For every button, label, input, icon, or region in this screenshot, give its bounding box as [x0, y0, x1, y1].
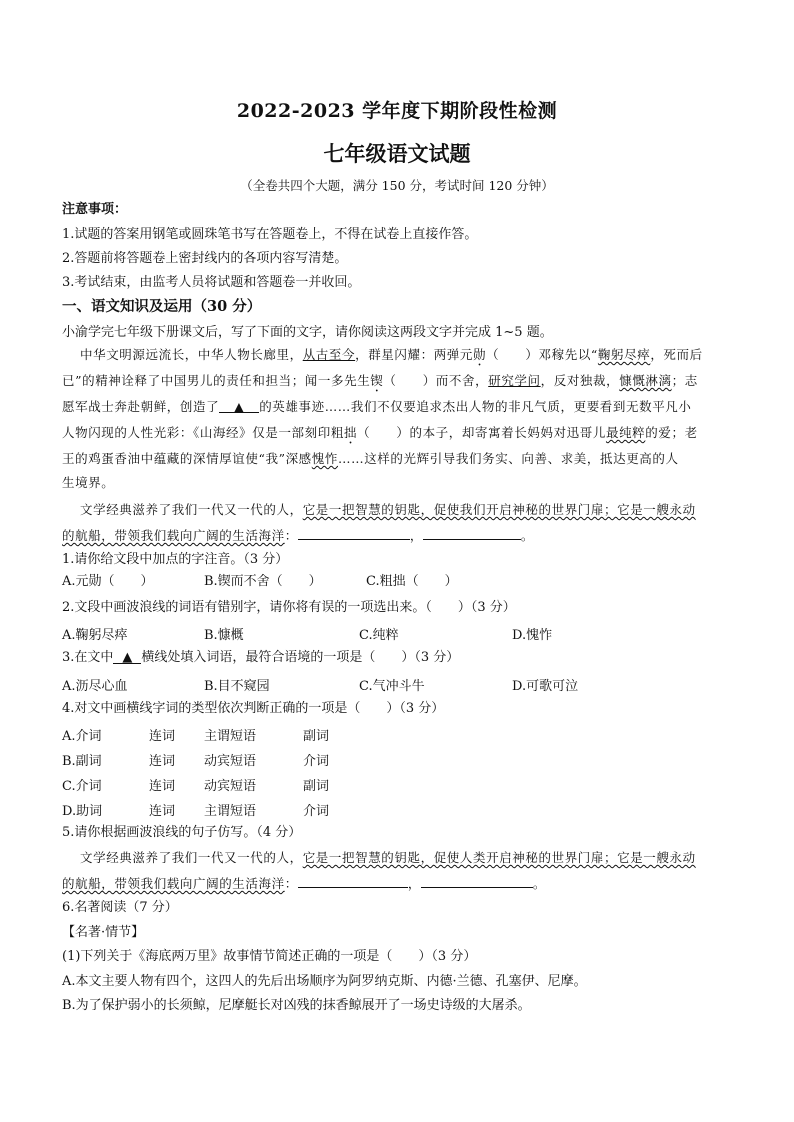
q3-option-b[interactable]: B.目不窥园	[204, 679, 270, 694]
q1-option-b[interactable]: B.锲而不舍（ ）	[204, 574, 322, 589]
q6-option-a[interactable]: A.本文主要人物有四个，这四人的先后出场顺序为阿罗纳克斯、内德·兰德、孔塞伊、尼摩。	[62, 974, 587, 989]
wavy-word: 慷慨淋漓	[619, 373, 672, 388]
wavy-sentence: 它是一把智慧的钥匙，促使我们开启神秘的世界门扉；它是一艘永动	[302, 502, 696, 517]
passage-p2-line-1: 文学经典滋养了我们一代又一代的人，它是一把智慧的钥匙，促使我们开启神秘的世界门扉；它是一艘永动	[80, 502, 696, 517]
answer-blank[interactable]	[421, 873, 533, 888]
triangle-blank: ▲	[219, 398, 259, 413]
q4-row-a-col1[interactable]: A.介词	[62, 729, 102, 744]
passage-line-6: 生境界。	[62, 475, 115, 490]
question-1: 1.请你给文段中加点的字注音。（3 分）	[62, 552, 289, 567]
q4-row-b-col1[interactable]: B.副词	[62, 754, 102, 769]
q4-row-c-col4: 副词	[303, 779, 330, 794]
q4-row-d-col2: 连词	[149, 804, 176, 819]
q5-sentence-line-1: 文学经典滋养了我们一代又一代的人，它是一把智慧的钥匙，促使人类开启神秘的世界门扉；它是一艘永动	[80, 850, 696, 865]
q4-row-a-col3: 主谓短语	[204, 729, 257, 744]
passage-line-1: 中华文明源远流长，中华人物长廊里，从古至今，群星闪耀：两弹元勋（ ）邓稼先以“鞠躬尽瘁，死而后	[80, 347, 703, 362]
q4-row-a-col2: 连词	[149, 729, 176, 744]
answer-blank[interactable]	[298, 525, 410, 540]
passage-line-4: 人物闪现的人性光彩：《山海经》仅是一部刻印粗拙（ ）的本子，却寄寓着长妈妈对迅哥儿最纯粹的爱；老	[62, 425, 698, 440]
q2-option-d[interactable]: D.愧怍	[512, 628, 553, 643]
q4-row-c-col3: 动宾短语	[204, 779, 257, 794]
notice-item-1: 1.试题的答案用钢笔或圆珠笔书写在答题卷上，不得在试卷上直接作答。	[62, 227, 478, 242]
exam-subject: 七年级语文试题	[323, 141, 471, 166]
q1-option-a[interactable]: A.元勋（ ）	[62, 574, 154, 589]
question-2: 2.文段中画波浪线的词语有错别字，请你将有误的一项选出来。（ ）（3 分）	[62, 600, 516, 615]
q6-part-1: (1)下列关于《海底两万里》故事情节简述正确的一项是（ ）（3 分）	[62, 949, 477, 964]
q5-sentence-line-2: 的航船，带领我们载向广阔的生活海洋： ， 。	[62, 873, 546, 893]
question-6: 6.名著阅读（7 分）	[62, 900, 178, 915]
section-1-heading: 一、语文知识及运用（30 分）	[62, 298, 262, 315]
exam-title: 2022-2023 学年度下期阶段性检测	[236, 100, 558, 122]
wavy-sentence: 的航船，带领我们载向广阔的生活海洋	[62, 528, 285, 543]
q3-option-d[interactable]: D.可歌可泣	[512, 679, 579, 694]
section-1-intro: 小渝学完七年级下册课文后，写了下面的文字，请你阅读这两段文字并完成 1~5 题。	[62, 325, 553, 340]
q3-option-a[interactable]: A.沥尽心血	[62, 679, 128, 694]
exam-note: （全卷共四个大题，满分 150 分，考试时间 120 分钟）	[240, 178, 554, 193]
wavy-word: 愧怍	[311, 451, 338, 466]
q4-row-b-col3: 动宾短语	[204, 754, 257, 769]
q2-option-b[interactable]: B.慷概	[204, 628, 244, 643]
question-5: 5.请你根据画波浪线的句子仿写。（4 分）	[62, 825, 302, 840]
q2-option-c[interactable]: C.纯粹	[359, 628, 399, 643]
underlined-phrase: 研究学问	[488, 373, 541, 388]
q4-row-d-col4: 介词	[303, 804, 330, 819]
q1-option-c[interactable]: C.粗拙（ ）	[366, 574, 458, 589]
dotted-char: 锲	[370, 373, 384, 388]
q4-row-d-col1[interactable]: D.助词	[62, 804, 103, 819]
q4-row-b-col2: 连词	[149, 754, 176, 769]
passage-p2-line-2: 的航船，带领我们载向广阔的生活海洋： ， 。	[62, 525, 534, 545]
notice-item-3: 3.考试结束，由监考人员将试题和答题卷一并收回。	[62, 275, 361, 290]
notice-item-2: 2.答题前将答题卷上密封线内的各项内容写清楚。	[62, 251, 348, 266]
q4-row-a-col4: 副词	[303, 729, 330, 744]
q6-option-b[interactable]: B.为了保护弱小的长须鲸，尼摩艇长对凶残的抹香鲸展开了一场史诗级的大屠杀。	[62, 998, 531, 1013]
underlined-phrase: 从古至今	[302, 347, 356, 362]
notice-heading: 注意事项：	[62, 202, 128, 217]
q4-row-c-col2: 连词	[149, 779, 176, 794]
q4-row-b-col4: 介词	[303, 754, 330, 769]
answer-blank[interactable]	[423, 525, 521, 540]
q6-subheading: 【名著·情节】	[62, 925, 145, 940]
passage-line-3: 愿军战士奔赴朝鲜，创造了 ▲ 的英雄事迹……我们不仅要追求杰出人物的非凡气质，更要看到无数平凡小	[62, 399, 692, 414]
triangle-blank: ▲	[113, 649, 141, 664]
dotted-char: 勋	[473, 347, 487, 362]
q4-row-c-col1[interactable]: C.介词	[62, 779, 102, 794]
q2-option-a[interactable]: A.鞠躬尽瘁	[62, 628, 128, 643]
wavy-word: 鞠躬尽瘁	[597, 347, 651, 362]
wavy-word: 最纯粹	[605, 425, 646, 440]
wavy-sentence: 的航船，带领我们载向广阔的生活海洋	[62, 876, 285, 891]
question-4: 4.对文中画横线字词的类型依次判断正确的一项是（ ）（3 分）	[62, 701, 445, 716]
question-3: 3.在文中 ▲ 横线处填入词语，最符合语境的一项是（ ）（3 分）	[62, 650, 460, 665]
answer-blank[interactable]	[298, 873, 408, 888]
dotted-char: 拙	[343, 425, 358, 440]
q4-row-d-col3: 主谓短语	[204, 804, 257, 819]
q3-option-c[interactable]: C.气冲斗牛	[359, 679, 425, 694]
passage-line-2: 已”的精神诠释了中国男儿的责任和担当；闻一多先生锲（ ）而不舍，研究学问，反对独裁，慷慨淋漓；志	[62, 373, 698, 388]
wavy-sentence: 它是一把智慧的钥匙，促使人类开启神秘的世界门扉；它是一艘永动	[302, 850, 696, 865]
passage-line-5: 王的鸡蛋香油中蕴藏的深情厚谊使“我”深感愧怍……这样的光辉引导我们务实、向善、求美，抵达更高的人	[62, 451, 679, 466]
